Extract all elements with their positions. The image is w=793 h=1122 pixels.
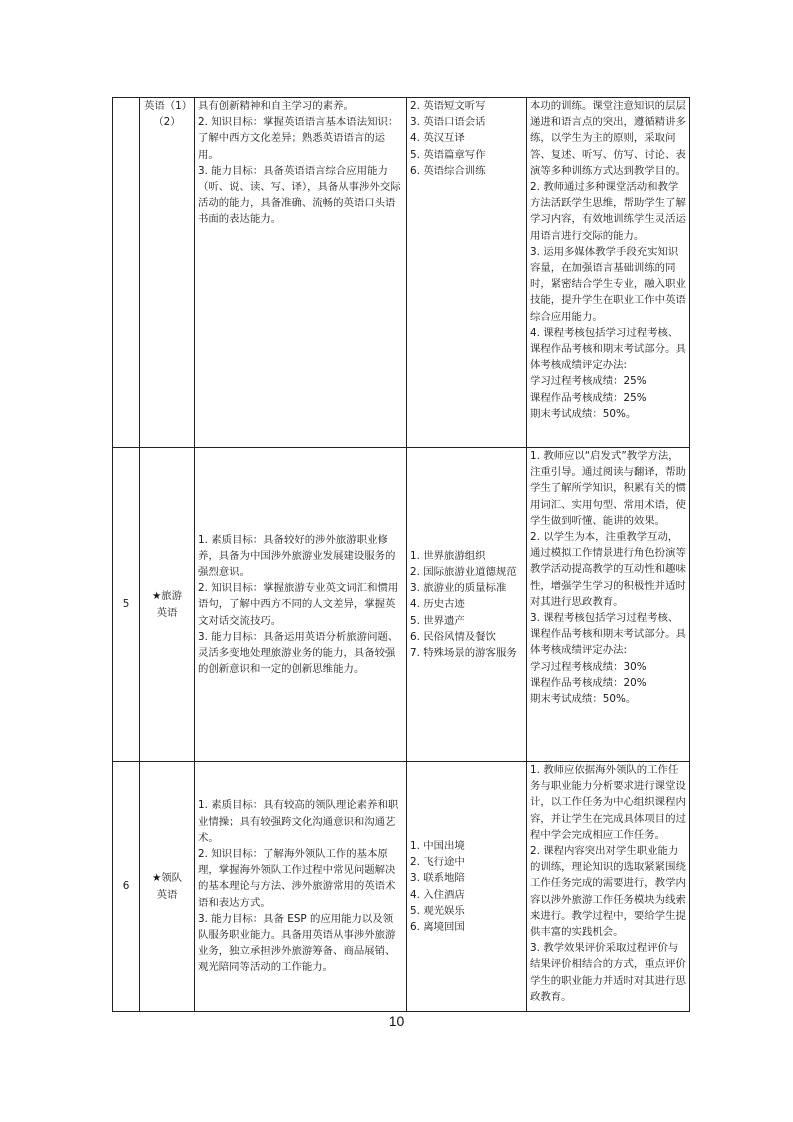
course-table	[112, 97, 690, 1012]
content-item: 5. 英语篇章写作	[410, 148, 486, 161]
content-item: 2. 英语短文听写	[410, 100, 486, 112]
table-row	[113, 448, 690, 762]
requirement-text: 本功的训练。课堂注意知识的层层递进和语言点的突出，遵循精讲多练，以学生为主的原则，采取问答、复述、听写、仿写、讨论、表演等多种训练方式达到教学目的。	[530, 100, 686, 177]
content-item: 6. 离境回国	[410, 920, 465, 933]
objective-text: 1. 素质目标：具备较好的涉外旅游职业修养，具备为中国涉外旅游业发展建设服务的强烈意识。	[198, 533, 396, 578]
requirement-text: 3. 运用多媒体教学手段充实知识容量，在加强语言基础训练的同时，紧密结合学生专业，融入职业技能，提升学生在职业工作中英语综合应用能力。	[530, 245, 686, 323]
objective-text: 3. 能力目标：具备英语语言综合应用能力（听、说、读、写、译），具备从事涉外交际活动的能力，具备准确、流畅的英语口头语书面的表达能力。	[198, 164, 401, 226]
requirement-text: 学习过程考核成绩：30%	[530, 660, 647, 673]
content-item: 1. 世界旅游组织	[410, 549, 486, 562]
table-row	[113, 98, 690, 448]
course-name-line: ★旅游	[151, 590, 183, 603]
objective-text: 具有创新精神和自主学习的素养。	[198, 100, 354, 112]
requirement-text: 2. 教师通过多种课堂活动和教学方法活跃学生思维，帮助学生了解学习内容，有效地训练学生灵活运用语言进行交际的能力。	[530, 181, 686, 242]
content-cell	[407, 762, 527, 1012]
course-name-line: ★领队	[151, 872, 183, 885]
content-item: 3. 英语口语会话	[410, 116, 486, 129]
objectives-cell	[195, 762, 407, 1012]
requirement-text: 课程作品考核成绩：25%	[530, 391, 647, 404]
row-number-cell: 5	[113, 448, 140, 762]
row-number-cell: 6	[113, 762, 140, 1012]
objective-text: 3. 能力目标：具备运用英语分析旅游问题、灵活多变地处理旅游业务的能力，具备较强的创新意识和一定的创新思维能力。	[198, 630, 399, 676]
requirement-text: 2. 以学生为本，注重教学互动，通过模拟工作情景进行角色扮演等教学活动提高教学的互动性和趣味性，增强学生学习的积极性并适时对其进行思政教育。	[530, 531, 686, 608]
page-number: 10	[388, 1013, 405, 1029]
objective-text: 3. 能力目标：具备 ESP 的应用能力以及领队服务职业能力。具备用英语从事涉外旅游业务，独立承担涉外旅游筹备、商品展销、观光陪同等活动的工作能力。	[198, 912, 396, 974]
content-item: 3. 联系地陪	[410, 872, 465, 885]
table-row	[113, 762, 690, 1012]
course-name-line: 英语	[156, 606, 178, 619]
requirement-text: 2. 课程内容突出对学生职业能力的训练，理论知识的选取紧紧围绕工作任务完成的需要进行，教学内容以涉外旅游工作任务模块为线索来进行。教学过程中，要给学生提供丰富的实践机会。	[530, 845, 686, 939]
content-item: 4. 英汉互译	[410, 132, 465, 145]
course-name-cell	[140, 762, 195, 1012]
requirement-text: 3. 教学效果评价采取过程评价与结果评价相结合的方式，重点评价学生的职业能力并适时对其进行思政教育。	[530, 942, 686, 1003]
content-item: 6. 英语综合训练	[410, 164, 486, 177]
objectives-cell	[195, 448, 407, 762]
content-item: 4. 历史古迹	[410, 598, 465, 611]
requirement-text: 3. 课程考核包括学习过程考核、课程作品考核和期末考试部分。具体考核成绩评定办法:	[530, 612, 686, 657]
objective-text: 2. 知识目标：掌握英语语言基本语法知识：了解中西方文化差异；熟悉英语语言的运用。	[198, 116, 399, 161]
course-name-line: （2）	[153, 116, 181, 129]
objective-text: 1. 素质目标：具有较高的领队理论素养和职业情操；具有较强跨文化沟通意识和沟通艺术。	[198, 799, 399, 844]
requirement-text: 1. 教师应以“启发式”教学方法，注重引导。通过阅读与翻译，帮助学生了解所学知识，积累有关的惯用词汇、实用句型、常用术语，使学生做到听懂、能讲的效果。	[530, 450, 686, 527]
content-item: 5. 世界遗产	[410, 614, 465, 627]
requirements-cell	[527, 762, 690, 1012]
requirement-text: 期末考试成绩：50%。	[530, 693, 637, 706]
content-item: 7. 特殊场景的游客服务	[410, 647, 517, 659]
requirement-text: 1. 教师应依据海外领队的工作任务与职业能力分析要求进行课堂设计，以工作任务为中心组织课程内容，并让学生在完成具体项目的过程中学会完成相应工作任务。	[530, 764, 686, 841]
requirement-text: 学习过程考核成绩：25%	[530, 375, 647, 388]
requirement-text: 课程作品考核成绩：20%	[530, 676, 647, 689]
course-name-line: 英语	[156, 888, 178, 901]
content-item: 5. 观光娱乐	[410, 904, 465, 917]
content-cell	[407, 448, 527, 762]
content-cell	[407, 98, 527, 448]
content-item: 4. 入住酒店	[410, 888, 465, 901]
requirement-text: 期末考试成绩：50%。	[530, 407, 637, 420]
objectives-cell	[195, 98, 407, 448]
course-name-cell	[140, 98, 195, 448]
requirement-text: 4. 课程考核包括学习过程考核、课程作品考核和期末考试部分。具体考核成绩评定办法:	[530, 326, 686, 372]
content-item: 2. 国际旅游业道德规范	[410, 565, 517, 578]
objective-text: 2. 知识目标：了解海外领队工作的基本原理，掌握海外领队工作过程中常见问题解决的基本理论与方法、涉外旅游常用的英语术语和表达方式。	[198, 847, 396, 909]
content-item: 3. 旅游业的质量标准	[410, 582, 507, 595]
requirements-cell	[527, 98, 690, 448]
content-item: 2. 飞行途中	[410, 856, 465, 869]
course-name-line: 英语（1）	[144, 100, 193, 112]
content-item: 6. 民俗风情及餐饮	[410, 630, 496, 643]
requirements-cell	[527, 448, 690, 762]
course-name-cell	[140, 448, 195, 762]
row-number-cell	[113, 98, 140, 448]
content-item: 1. 中国出境	[410, 839, 465, 852]
objective-text: 2. 知识目标：掌握旅游专业英文词汇和惯用语句，了解中西方不同的人文差异，掌握英文对话交流技巧。	[198, 582, 399, 627]
